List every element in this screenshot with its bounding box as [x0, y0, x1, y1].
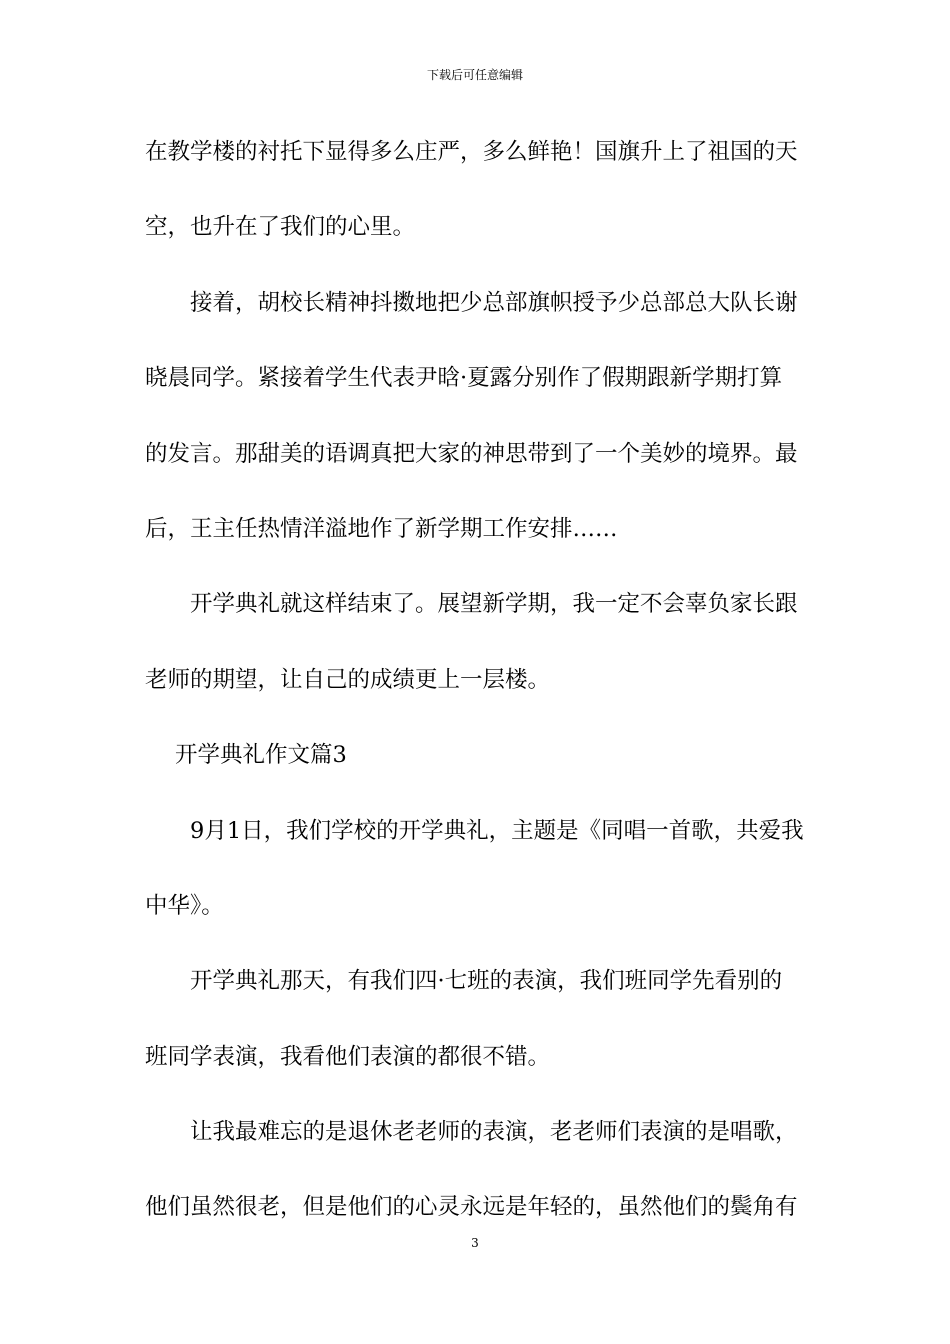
- text-line: 老师的期望，让自己的成绩更上一层楼。: [145, 666, 551, 693]
- text-line: 班同学表演，我看他们表演的都很不错。: [145, 1043, 551, 1070]
- text-line: 的发言。那甜美的语调真把大家的神思带到了一个美妙的境界。最: [145, 440, 798, 467]
- text-line: 后，王主任热情洋溢地作了新学期工作安排……: [145, 515, 618, 542]
- text-line: 他们虽然很老，但是他们的心灵永远是年轻的，虽然他们的鬓角有: [145, 1194, 798, 1221]
- text-line: 9月1日，我们学校的开学典礼，主题是《同唱一首歌，共爱我: [190, 817, 804, 844]
- line-gap: [145, 398, 810, 436]
- text-line: 让我最难忘的是退休老老师的表演，老老师们表演的是唱歌，: [190, 1119, 798, 1146]
- line-gap: [145, 926, 810, 964]
- line-gap: [145, 1152, 810, 1190]
- text-line: 晓晨同学。紧接着学生代表尹晗·夏露分别作了假期跟新学期打算: [145, 365, 783, 392]
- line-gap: [145, 172, 810, 210]
- line-gap: [145, 1076, 810, 1114]
- line-gap: [145, 322, 810, 360]
- line-gap: [145, 473, 810, 511]
- line-gap: [145, 247, 810, 285]
- page-number: 3: [471, 1236, 479, 1250]
- text-line: 在教学楼的衬托下显得多么庄严，多么鲜艳！国旗升上了祖国的天: [145, 139, 798, 165]
- text-line: 开学典礼就这样结束了。展望新学期，我一定不会辜负家长跟: [190, 591, 798, 618]
- text-line: 空，也升在了我们的心里。: [145, 214, 416, 241]
- page-header: 下载后可任意编辑: [426, 68, 523, 82]
- line-gap: [145, 1001, 810, 1039]
- text-line: 开学典礼那天，有我们四·七班的表演，我们班同学先看别的: [190, 968, 783, 995]
- line-gap: [145, 549, 810, 587]
- line-gap: [145, 850, 810, 888]
- section-heading: 开学典礼作文篇3: [175, 742, 347, 769]
- line-gap: [145, 699, 810, 737]
- line-gap: [145, 775, 810, 813]
- document-body: [145, 134, 810, 1227]
- line-gap: [145, 624, 810, 662]
- text-line: 接着，胡校长精神抖擞地把少总部旗帜授予少总部总大队长谢: [190, 289, 798, 316]
- text-line: 中华》。: [145, 892, 224, 919]
